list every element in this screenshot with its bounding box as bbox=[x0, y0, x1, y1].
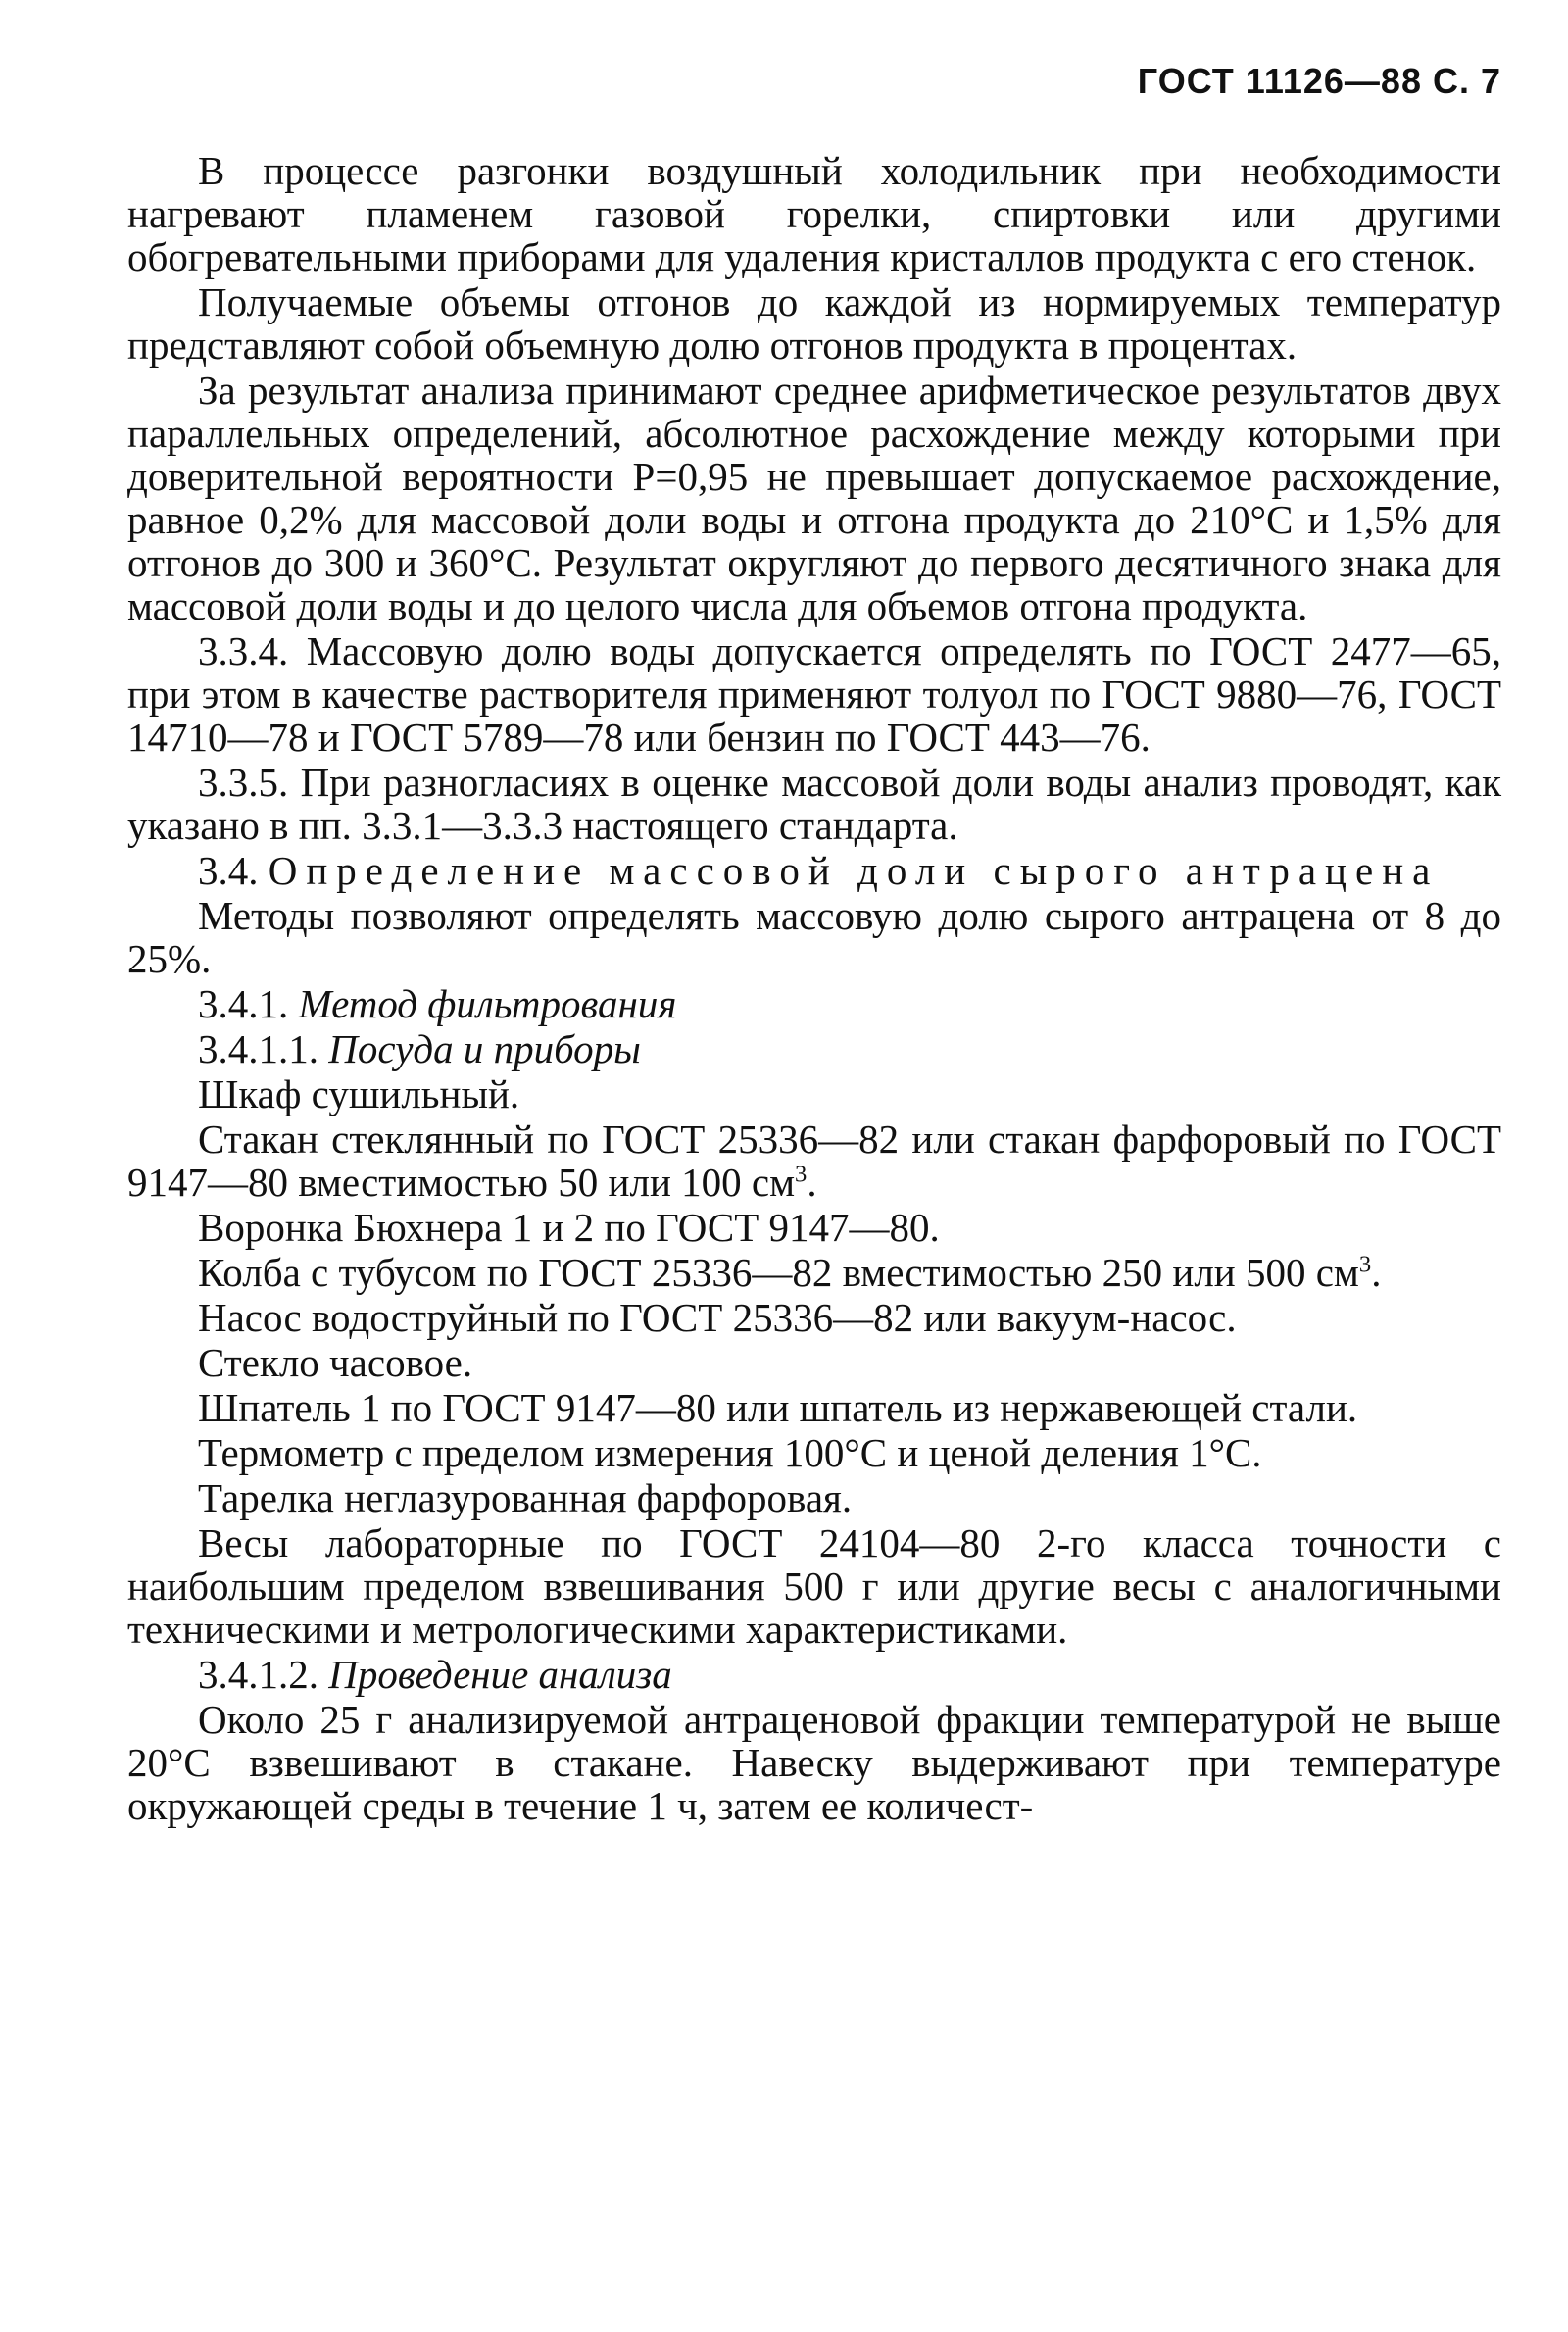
section-3-4-1-1-title: Посуда и приборы bbox=[328, 1026, 641, 1071]
paragraph-result-definition: За результат анализа принимают среднее арифметическое результатов двух параллельных определений, абсолютное расхождение между которыми при доверительной вероятности Р=0,95 не превышает допускаемое расхождение, равное 0,2% для массовой доли воды и отгона продукта до 210°С и 1,5% для отгонов до 300 и 360°С. Результат округляют до первого десятичного знака для массовой доли воды и до целого числа для объемов отгона продукта. bbox=[127, 368, 1501, 628]
section-3-4-1-2-heading bbox=[127, 1653, 1501, 1696]
section-3-4-number: 3.4. bbox=[198, 848, 259, 893]
section-3-4-heading bbox=[127, 849, 1501, 892]
section-3-4-1-1-heading bbox=[127, 1027, 1501, 1070]
equipment-buchner-funnel: Воронка Бюхнера 1 и 2 по ГОСТ 9147—80. bbox=[198, 1205, 940, 1250]
equipment-pump: Насос водоструйный по ГОСТ 25336—82 или вакуум-насос. bbox=[198, 1295, 1237, 1340]
equipment-plate: Тарелка неглазурованная фарфоровая. bbox=[198, 1475, 853, 1520]
paragraph-analysis-procedure: Около 25 г анализируемой антраценовой фракции температурой не выше 20°С взвешивают в стакане. Навеску выдерживают при температуре окружающей среды в течение 1 ч, затем ее количест- bbox=[127, 1697, 1501, 1828]
page-header: ГОСТ 11126—88 С. 7 bbox=[1137, 61, 1501, 101]
body-text bbox=[127, 149, 1501, 1827]
equipment-scales: Весы лабораторные по ГОСТ 24104—80 2-го класса точности с наибольшим пределом взвешивания 500 г или другие весы с аналогичными техническими и метрологическими характеристиками. bbox=[127, 1520, 1501, 1652]
section-3-4-1-1-number: 3.4.1.1. bbox=[198, 1026, 318, 1071]
equipment-drying-cabinet: Шкаф сушильный. bbox=[198, 1071, 520, 1116]
section-3-4-1-2-number: 3.4.1.2. bbox=[198, 1652, 318, 1697]
section-3-4-1-title: Метод фильтрования bbox=[298, 981, 677, 1026]
section-3-4-1-heading bbox=[127, 982, 1501, 1025]
paragraph-3-3-4: 3.3.4. Массовую долю воды допускается определять по ГОСТ 2477—65, при этом в качестве растворителя применяют толуол по ГОСТ 9880—76, ГОСТ 14710—78 и ГОСТ 5789—78 или бензин по ГОСТ 443—76. bbox=[127, 628, 1501, 760]
paragraph-3-3-5: 3.3.5. При разногласиях в оценке массовой доли воды анализ проводят, как указано в пп. 3.3.1—3.3.3 настоящего стандарта. bbox=[127, 760, 1501, 848]
paragraph-distillation-heating: В процессе разгонки воздушный холодильник при необходимости нагревают пламенем газовой горелки, спиртовки или другими обогревательными приборами для удаления кристаллов продукта с его стенок. bbox=[127, 148, 1501, 279]
equipment-flask: Колба с тубусом по ГОСТ 25336—82 вместимостью 250 или 500 $см^3$. bbox=[198, 1250, 1382, 1295]
section-3-4-1-number: 3.4.1. bbox=[198, 981, 289, 1026]
paragraph-methods-range: Методы позволяют определять массовую долю сырого антрацена от 8 до 25%. bbox=[127, 893, 1501, 981]
equipment-spatula: Шпатель 1 по ГОСТ 9147—80 или шпатель из нержавеющей стали. bbox=[198, 1385, 1358, 1430]
equipment-beaker: Стакан стеклянный по ГОСТ 25336—82 или стакан фарфоровый по ГОСТ 9147—80 вместимостью 50 или 100 $см^3$. bbox=[127, 1116, 1501, 1205]
equipment-watch-glass: Стекло часовое. bbox=[198, 1340, 473, 1385]
equipment-thermometer: Термометр с пределом измерения 100°С и ценой деления 1°С. bbox=[198, 1430, 1262, 1475]
section-3-4-title: Определение массовой доли сырого антрацена bbox=[268, 848, 1440, 893]
paragraph-distillate-volumes: Получаемые объемы отгонов до каждой из нормируемых температур представляют собой объемную долю отгонов продукта в процентах. bbox=[127, 279, 1501, 368]
section-3-4-1-2-title: Проведение анализа bbox=[328, 1652, 672, 1697]
